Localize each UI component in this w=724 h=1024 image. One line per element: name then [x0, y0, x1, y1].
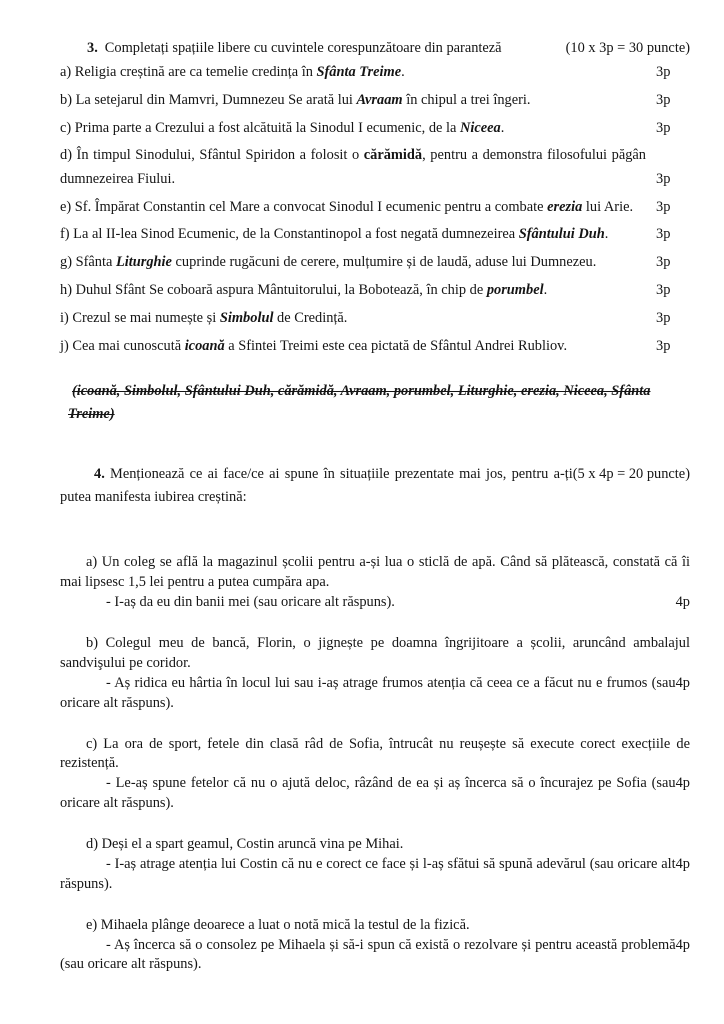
situation-answer	[60, 674, 690, 714]
situation-answer-text: - I-aș atrage atenția lui Costin că nu e corect ce face și l-aș sfătui să spună adevărul (sau oricare alt răspuns).	[60, 855, 676, 892]
item-score: 3p	[656, 64, 671, 80]
exercise-3-item	[60, 251, 690, 274]
exercise-3-number: 3.	[87, 40, 98, 56]
item-text-after-blank: a Sfintei Treimi este cea pictată de Sfântul Andrei Rubliov.	[224, 337, 568, 354]
situation-score: 4p	[675, 775, 690, 792]
item-answer-word: Simbolul	[219, 309, 274, 326]
item-text-after-blank: .	[543, 282, 548, 299]
exercise-3-item-text	[60, 64, 405, 80]
item-answer-word: porumbel	[486, 282, 544, 299]
item-score: 3p	[656, 282, 671, 299]
exercise-3-item-text	[60, 92, 531, 108]
exercise-3-item	[60, 117, 690, 140]
exercise-3-item-text	[60, 226, 608, 242]
item-score: 3p	[656, 254, 671, 271]
item-answer-word: Avraam	[356, 91, 403, 108]
item-answer-word: Sfânta Treime	[316, 64, 402, 80]
item-score: 3p	[656, 170, 671, 187]
exercise-3-item-text	[60, 199, 633, 215]
item-score: 3p	[656, 337, 671, 354]
exercise-3-item-text	[60, 282, 547, 298]
situation-score: 4p	[675, 855, 690, 872]
item-answer-word: Liturghie	[115, 254, 172, 271]
exercise-4-situation	[60, 553, 690, 613]
item-score: 3p	[656, 309, 671, 326]
item-score: 3p	[656, 91, 671, 108]
item-answer-word: erezia	[547, 198, 583, 215]
item-answer-word: Sfântului Duh	[518, 226, 605, 243]
exercise-3-prompt: Completați spațiile libere cu cuvintele corespunzătoare din paranteză	[104, 40, 502, 56]
exercise-3-item-text	[60, 120, 504, 136]
item-answer-word: icoană	[184, 337, 225, 354]
item-text-after-blank: .	[500, 119, 505, 136]
item-score: 3p	[656, 198, 671, 215]
item-text-after-blank: lui Arie.	[582, 198, 634, 215]
exercise-3-item-text	[60, 147, 646, 186]
situation-answer-text: - Aș încerca să o consolez pe Mihaela și să-i spun că există o rezolvare și pentru această problemă (sau oricare alt răspuns).	[60, 936, 676, 973]
exercise-4-number: 4.	[94, 465, 105, 482]
exercise-3-item-text	[60, 310, 347, 326]
exercise-3-item-text	[60, 254, 596, 270]
exercise-4	[60, 463, 690, 976]
item-text-before-blank: h) Duhul Sfânt Se coboară aspura Mântuitorului, la Bobotează, în chip de	[60, 282, 487, 299]
exercise-3-item	[60, 196, 690, 219]
situation-text: b) Colegul meu de bancă, Florin, o jignește pe doamna îngrijitoare a școlii, aruncând ambalajul sandvişului pe coridor.	[60, 635, 690, 671]
item-text-before-blank: j) Cea mai cunoscută	[60, 337, 185, 354]
situation-score: 4p	[675, 594, 690, 611]
item-text-before-blank: b) La setejarul din Mamvri, Dumnezeu Se arată lui	[60, 91, 357, 108]
situation-score: 4p	[675, 936, 690, 953]
situation-text: e) Mihaela plânge deoarece a luat o notă mică la testul de la fizică.	[86, 916, 470, 933]
item-answer-word: cărămidă	[363, 147, 423, 164]
item-text-before-blank: g) Sfânta	[60, 254, 116, 271]
exercise-4-situation	[60, 634, 690, 714]
situation-answer	[60, 936, 690, 976]
exercise-3-item	[60, 307, 690, 330]
exercise-4-points: (5 x 4p = 20 puncte)	[572, 465, 690, 482]
exercise-3-item-text	[60, 338, 567, 354]
item-text-after-blank: în chipul a trei îngeri.	[402, 91, 531, 108]
situation-answer	[60, 774, 690, 814]
exercise-3-item	[60, 279, 690, 302]
situation-answer-text: - Le-aș spune fetelor că nu o ajută deloc, râzând de ea și aș încerca să o încurajez pe Sofia (sau oricare alt răspuns).	[60, 775, 676, 812]
item-text-after-blank: cuprinde rugăcuni de cerere, mulțumire și de laudă, aduse lui Dumnezeu.	[171, 254, 597, 271]
situation-answer	[60, 855, 690, 895]
situation-text: a) Un coleg se află la magazinul școlii pentru a-și lua o sticlă de apă. Când să plătească, constată că îi mai lipsesc 1,5 lei pentru a putea cumpăra apa.	[60, 554, 690, 591]
exercise-3-item	[60, 89, 690, 112]
exercise-3-item	[60, 335, 690, 358]
exercise-3-item-list	[60, 61, 690, 358]
item-text-after-blank: .	[401, 64, 405, 80]
situation-text: d) Deși el a spart geamul, Costin aruncă vina pe Mihai.	[86, 836, 404, 853]
situation-answer	[60, 593, 690, 613]
item-answer-word: Niceea	[460, 119, 501, 136]
exercise-3-item	[60, 61, 690, 84]
item-text-after-blank: , pentru a demonstra filosofului păgân dumnezeirea Fiului.	[60, 147, 646, 187]
exercise-3-heading	[60, 40, 690, 57]
situation-answer-text: - I-aș da eu din banii mei (sau oricare alt răspuns).	[106, 594, 395, 611]
item-score: 3p	[656, 119, 671, 136]
exercise-4-prompt: Menționează ce ai face/ce ai spune în situațiile prezentate mai jos, pentru a-ți putea manifesta iubirea creștină:	[60, 465, 573, 506]
item-text-before-blank: d) În timpul Sinodului, Sfântul Spiridon a folosit o	[60, 147, 364, 164]
item-text-before-blank: c) Prima parte a Crezului a fost alcătuită la Sinodul I ecumenic, de la	[60, 119, 460, 136]
situation-text: c) La ora de sport, fetele din clasă râd de Sofia, întrucât nu reușește să execute corect execțiile de rezistență.	[60, 735, 690, 772]
item-text-before-blank: e) Sf. Împărat Constantin cel Mare a convocat Sinodul I ecumenic pentru a combate	[60, 198, 548, 215]
item-text-after-blank: .	[604, 226, 609, 243]
exercise-3-item	[60, 223, 690, 246]
item-text-before-blank: f) La al II-lea Sinod Ecumenic, de la Constantinopol a fost negată dumnezeirea	[60, 226, 519, 243]
exercise-4-situation	[60, 735, 690, 815]
situation-answer-text: - Aș ridica eu hârtia în locul lui sau i-aș atrage frumos atenția că ceea ce a făcut nu e frumos (sau oricare alt răspuns).	[60, 674, 676, 711]
item-score: 3p	[656, 226, 671, 243]
exercise-4-situation	[60, 916, 690, 976]
exercise-4-situation	[60, 835, 690, 895]
situation-score: 4p	[675, 674, 690, 691]
item-text-after-blank: de Credință.	[273, 309, 348, 326]
item-text-before-blank: a) Religia creștină are ca temelie credința în	[60, 64, 317, 80]
exercise-4-heading	[60, 463, 690, 510]
exercise-4-situation-list	[60, 553, 690, 975]
item-text-before-blank: i) Crezul se mai numește și	[60, 309, 220, 326]
word-bank: (icoană, Simbolul, Sfântului Duh, cărămidă, Avraam, porumbel, Liturghie, erezia, Niceea, Sfânta Treime)	[68, 383, 651, 423]
exercise-3-points: (10 x 3p = 30 puncte)	[565, 40, 690, 56]
exercise-3-item	[60, 144, 690, 191]
